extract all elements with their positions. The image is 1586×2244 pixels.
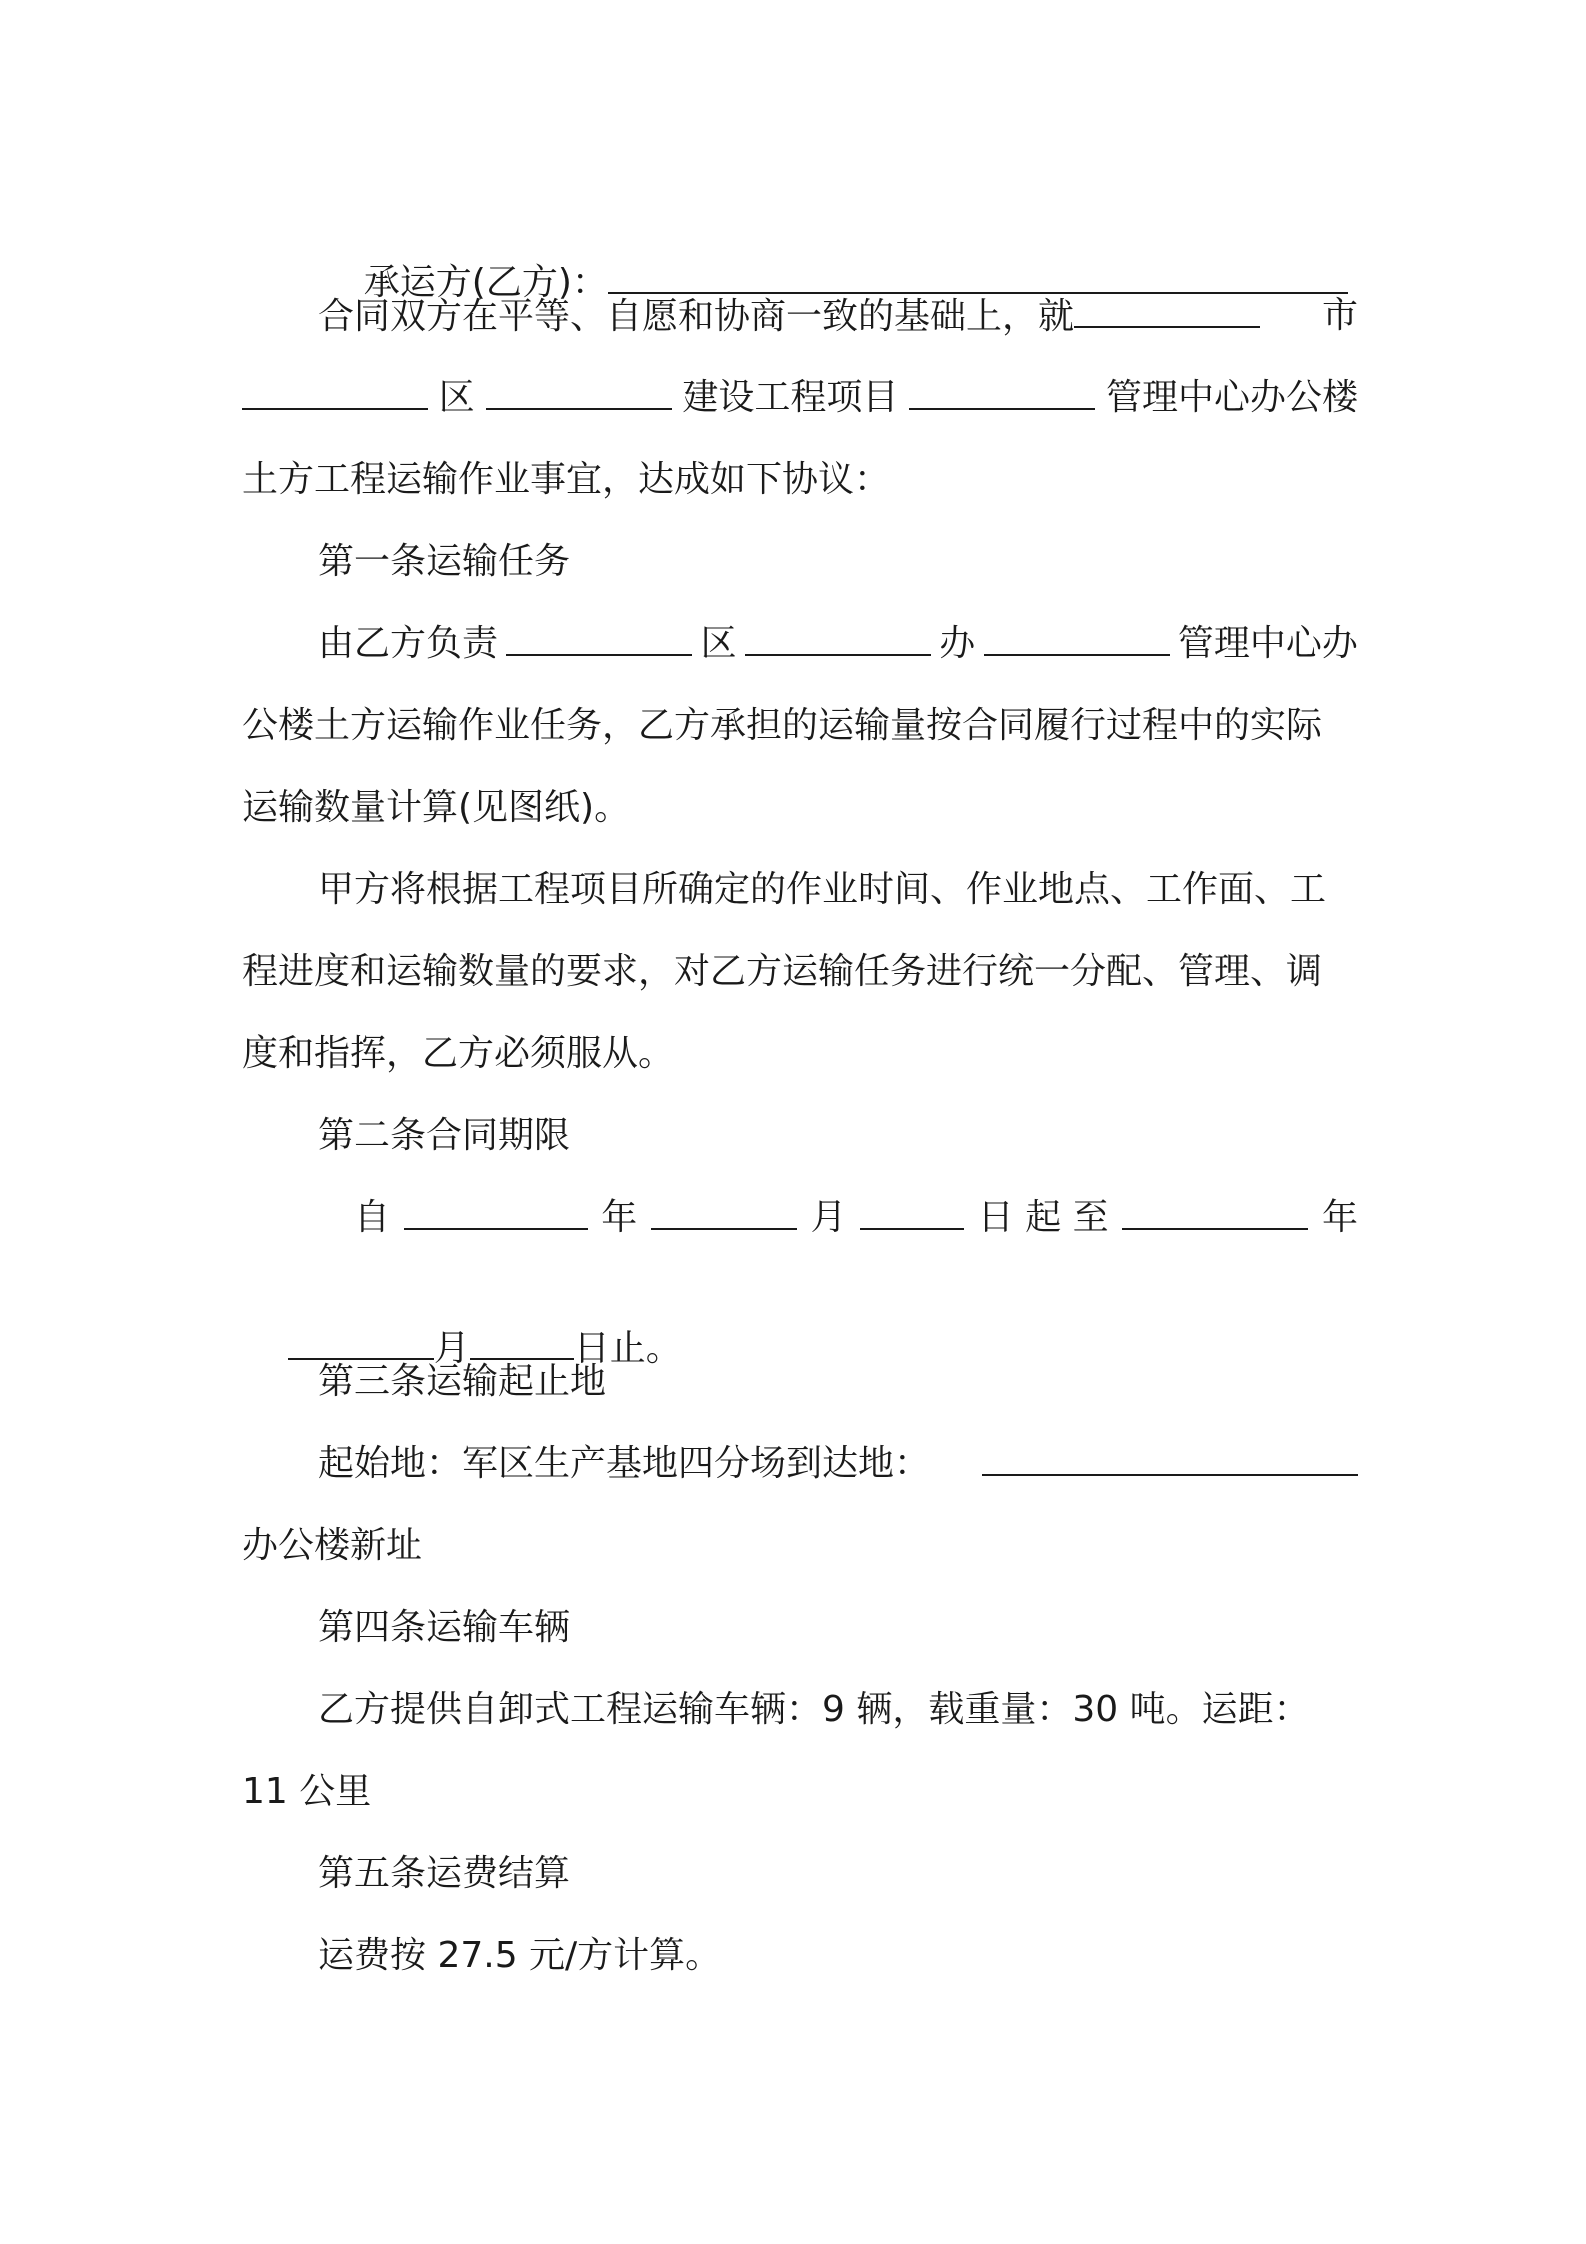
- project-label: 建设工程项目: [682, 377, 899, 418]
- destination-blank: [982, 1440, 1358, 1476]
- resp-center-blank: [984, 620, 1170, 656]
- responsible-label: 由乙方负责: [318, 623, 499, 664]
- carrier-label: 承运方(乙方)：: [363, 262, 608, 303]
- district-suffix: 区: [438, 377, 475, 418]
- start-month-label: 月: [810, 1197, 847, 1238]
- article-1-heading: 第一条运输任务: [318, 541, 571, 582]
- route-line-2: 办公楼新址: [242, 1525, 423, 1566]
- preamble-text: 合同双方在平等、自愿和协商一致的基础上，就: [318, 296, 1075, 337]
- start-year-blank: [404, 1194, 588, 1230]
- start-day-label: 日 起 至: [977, 1197, 1109, 1238]
- start-year-label: 年: [601, 1197, 638, 1238]
- subdistrict-blank: [486, 374, 672, 410]
- article-5-heading: 第五条运费结算: [318, 1853, 571, 1894]
- freight-line: 运费按 27.5 元/方计算。: [318, 1935, 722, 1976]
- end-month-blank: [288, 1324, 434, 1360]
- article-3-heading: 第三条运输起止地: [318, 1361, 607, 1402]
- district-blank: [242, 374, 428, 410]
- route-text: 起始地：军区生产基地四分场到达地：: [318, 1443, 931, 1484]
- office-building-label: 管理中心办公楼: [1105, 377, 1358, 418]
- article-1-para-2-line-2: 程进度和运输数量的要求，对乙方运输任务进行统一分配、管理、调: [242, 951, 1323, 992]
- article-1-line-3: 运输数量计算(见图纸)。: [242, 787, 631, 828]
- city-suffix: 市: [1321, 295, 1358, 336]
- vehicle-line-2: 11 公里: [242, 1771, 372, 1812]
- preamble-line-2: [242, 374, 1358, 422]
- resp-center-label: 管理中心办: [1177, 623, 1358, 664]
- start-month-blank: [651, 1194, 797, 1230]
- carrier-blank: [608, 258, 1348, 294]
- route-line-1: [318, 1440, 1358, 1488]
- end-day-label: 日止。: [573, 1328, 682, 1369]
- article-4-heading: 第四条运输车辆: [318, 1607, 571, 1648]
- article-1-line-1: [318, 620, 1358, 668]
- article-1-para-2-line-1: 甲方将根据工程项目所确定的作业时间、作业地点、工作面、工: [318, 869, 1327, 910]
- end-month-label: 月: [433, 1328, 470, 1369]
- article-1-line-2: 公楼土方运输作业任务，乙方承担的运输量按合同履行过程中的实际: [242, 705, 1323, 746]
- resp-office-blank: [745, 620, 931, 656]
- term-line-1: [354, 1194, 1358, 1242]
- end-day-blank: [470, 1324, 574, 1360]
- resp-district-suffix: 区: [700, 623, 737, 664]
- project-blank: [909, 374, 1095, 410]
- resp-office-suffix: 办: [939, 623, 976, 664]
- term-from: 自: [354, 1197, 391, 1238]
- article-2-heading: 第二条合同期限: [318, 1115, 571, 1156]
- article-1-para-2-line-3: 度和指挥，乙方必须服从。: [242, 1033, 675, 1074]
- resp-district-blank: [506, 620, 692, 656]
- start-day-blank: [860, 1194, 964, 1230]
- end-year-label: 年: [1321, 1197, 1358, 1238]
- preamble-line-3: 土方工程运输作业事宜，达成如下协议：: [242, 459, 891, 500]
- vehicle-line-1: 乙方提供自卸式工程运输车辆：9 辆，载重量：30 吨。运距：: [318, 1689, 1310, 1730]
- city-blank: [1074, 292, 1260, 328]
- preamble-line-1: [318, 292, 1358, 341]
- end-year-blank: [1122, 1194, 1308, 1230]
